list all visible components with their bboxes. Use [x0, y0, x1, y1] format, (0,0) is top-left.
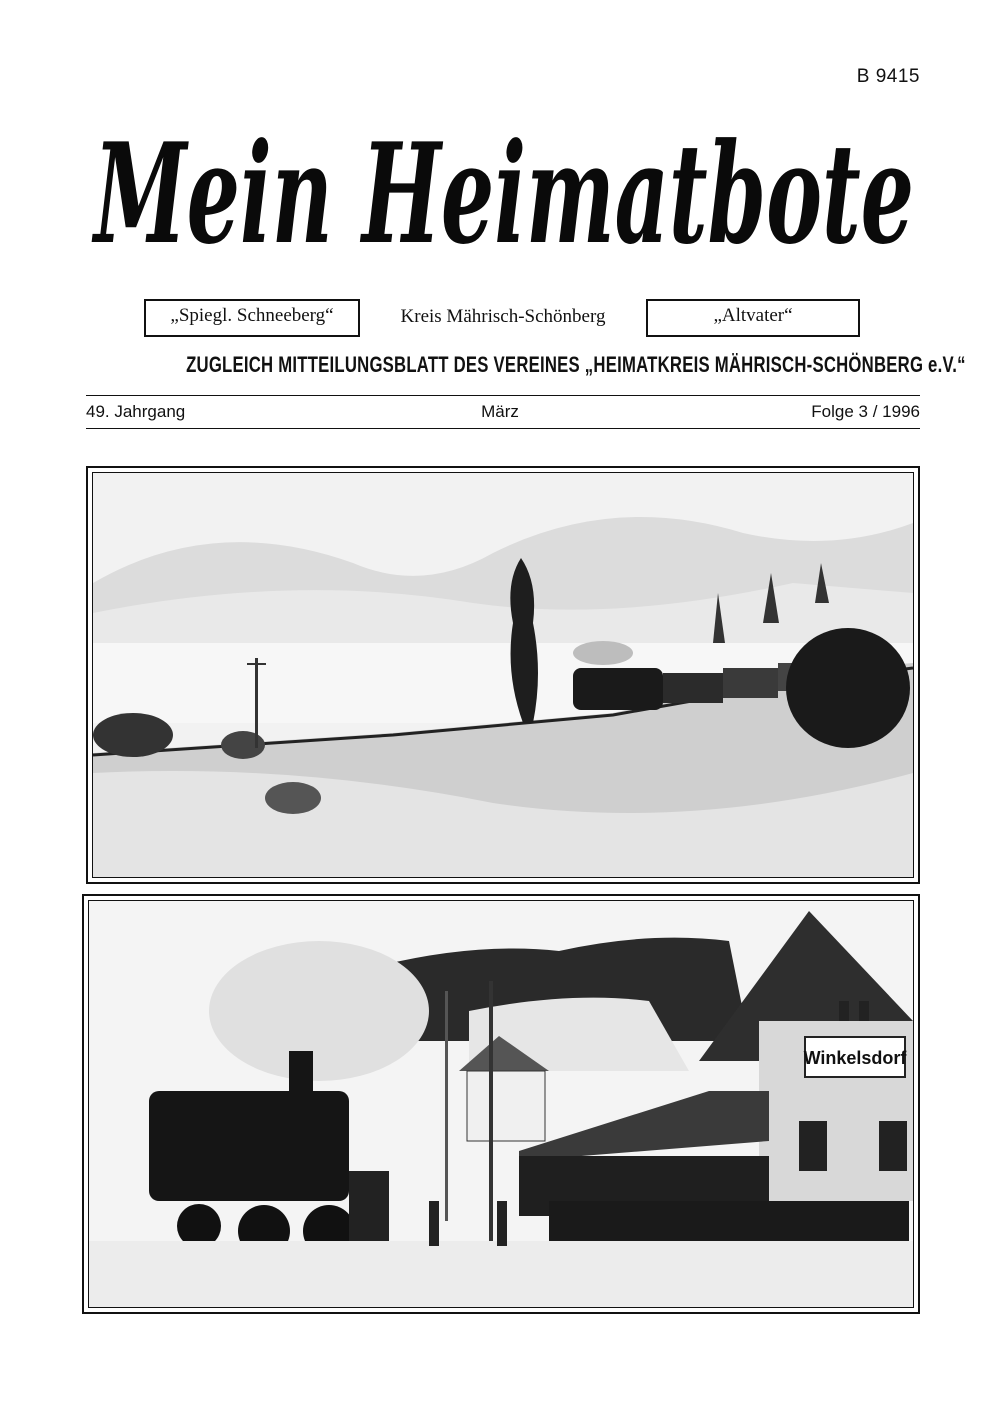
- region-box-right: „Altvater“: [646, 299, 860, 337]
- divider-bottom: [86, 428, 920, 429]
- masthead-logo: [88, 92, 920, 282]
- issue-number: Folge 3 / 1996: [811, 402, 920, 421]
- photo-winter-train: [86, 466, 920, 884]
- publication-code: B 9415: [856, 66, 920, 87]
- region-box-left: „Spiegl. Schneeberg“: [144, 299, 360, 337]
- masthead-title: Mein Heimatbote: [91, 112, 915, 275]
- month-label: März: [481, 402, 519, 421]
- district-label: Kreis Mährisch-Schönberg: [400, 306, 606, 327]
- station-sign: Winkelsdorf: [803, 1048, 907, 1068]
- subtitle: ZUGLEICH MITTEILUNGSBLATT DES VEREINES „HEIMATKREIS MÄHRISCH-SCHÖNBERG e.V.“: [186, 352, 966, 377]
- volume-label: 49. Jahrgang: [86, 402, 186, 421]
- divider-top: [86, 395, 920, 396]
- photo-winkelsdorf-station: [82, 894, 920, 1314]
